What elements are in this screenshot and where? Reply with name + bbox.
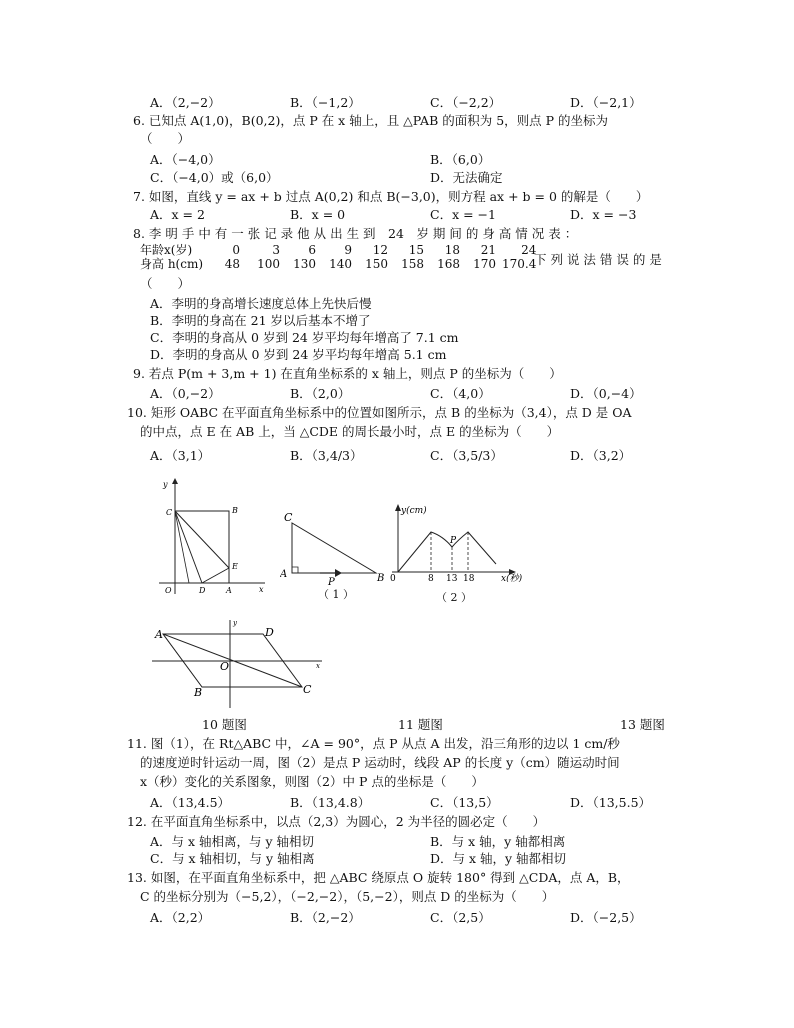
label-8: 8 (428, 574, 434, 582)
label-y: y (233, 619, 237, 627)
segment-de (202, 568, 229, 583)
age-cell: 15 (408, 243, 424, 257)
height-cell: 170 (473, 257, 496, 271)
q6-option-c: C．（−4,0）或（6,0） (150, 170, 279, 185)
label-a: A (280, 569, 288, 580)
label-p: P (328, 577, 335, 585)
height-cell: 168 (437, 257, 460, 271)
q10-option-d: D．（3,2） (570, 448, 632, 463)
label-o: O (220, 660, 230, 673)
label-d: D (265, 626, 274, 639)
q6-paren: （ ） (140, 131, 191, 146)
age-cell: 0 (232, 243, 240, 257)
height-cell: 170.4 (502, 257, 537, 271)
q9-stem: 9. 若点 P(m + 3,m + 1) 在直角坐标系的 x 轴上，则点 P 的坐标为（ ） (133, 366, 562, 381)
caption-11: 11 题图 (398, 717, 443, 732)
figure-10 (155, 478, 270, 603)
label-o: O (165, 586, 172, 595)
caption-13: 13 题图 (620, 717, 665, 732)
q6-option-d: D．无法确定 (430, 170, 503, 185)
age-cell: 6 (308, 243, 316, 257)
q5-option-c: C．（−2,2） (430, 95, 502, 110)
q5-option-d: D．（−2,1） (570, 95, 642, 110)
label-b: B (377, 573, 385, 584)
q7-option-d: D．x = −3 (570, 207, 637, 222)
label-a: A (155, 628, 163, 641)
age-cell: 3 (272, 243, 280, 257)
q9-option-c: C．（4,0） (430, 386, 491, 401)
q11-stem-3: x（秒）变化的关系图象，则图（2）中 P 点的坐标是（ ） (140, 774, 484, 789)
label-p: P (450, 536, 457, 546)
q13-option-d: D．（−2,5） (570, 910, 642, 925)
q5-option-b: B．（−1,2） (290, 95, 361, 110)
label-b: B (194, 686, 203, 699)
height-table (140, 243, 542, 271)
q9-option-d: D．（0,−4） (570, 386, 642, 401)
label-ycm: y(cm) (401, 506, 427, 516)
triangle-abc (292, 523, 376, 573)
age-cell: 24 (521, 243, 537, 257)
label-e: E (232, 562, 238, 571)
label-x: x (316, 662, 320, 670)
label-13: 13 (446, 574, 458, 582)
height-cell: 150 (365, 257, 388, 271)
label-18: 18 (463, 574, 475, 582)
height-table-age-row (140, 243, 542, 257)
age-cell: 18 (444, 243, 460, 257)
age-cell: 12 (372, 243, 388, 257)
label-d: D (199, 586, 206, 595)
label-c: C (303, 683, 312, 696)
q8-stem: 8. 李 明 手 中 有 一 张 记 录 他 从 出 生 到 24 岁 期 间 的 身 高 情 况 表 ： (133, 226, 578, 241)
height-cell: 158 (401, 257, 424, 271)
q8-paren: （ ） (140, 276, 191, 291)
q10-stem-2: 的中点，点 E 在 AB 上，当 △CDE 的周长最小时，点 E 的坐标为（ ） (140, 424, 560, 439)
graph-curve (398, 532, 496, 572)
q11-stem: 11. 图（1），在 Rt△ABC 中，∠A = 90°，点 P 从点 A 出发，沿三角形的边以 1 cm/秒 (127, 736, 620, 751)
q11-option-c: C．（13,5） (430, 795, 499, 810)
q12-option-b: B．与 x 轴，y 轴都相离 (430, 834, 566, 849)
q9-option-b: B．（2,0） (290, 386, 351, 401)
label-b: B (232, 506, 238, 515)
q9-option-a: A．（0,−2） (150, 386, 221, 401)
label-c: C (284, 511, 293, 524)
q7-option-c: C．x = −1 (430, 207, 496, 222)
right-angle-mark (292, 567, 298, 573)
q11-stem-2: 的速度逆时针运动一周，图（2）是点 P 运动时，线段 AP 的长度 y（cm）随运动时间 (140, 755, 620, 770)
segment-ce (175, 511, 229, 568)
q8-option-a: A．李明的身高增长速度总体上先快后慢 (150, 296, 372, 311)
q11-option-b: B．（13,4.8） (290, 795, 371, 810)
q7-option-b: B．x = 0 (290, 207, 346, 222)
height-cell: 140 (329, 257, 352, 271)
q6-stem: 6. 已知点 A(1,0)，B(0,2)，点 P 在 x 轴上，且 △PAB 的面积为 5，则点 P 的坐标为 (133, 113, 609, 128)
caption-10: 10 题图 (202, 717, 247, 732)
q6-option-a: A．（−4,0） (150, 152, 221, 167)
q8-option-b: B．李明的身高在 21 岁以后基本不增了 (150, 313, 371, 328)
age-cell: 9 (344, 243, 352, 257)
q13-stem: 13. 如图，在平面直角坐标系中，把 △ABC 绕原点 O 旋转 180° 得到 △CDA，点 A，B， (127, 870, 630, 885)
q6-option-b: B．（6,0） (430, 152, 491, 167)
height-cell: 48 (224, 257, 240, 271)
q12-option-a: A．与 x 轴相离，与 y 轴相切 (150, 834, 315, 849)
age-cell: 21 (480, 243, 496, 257)
label-a: A (226, 586, 232, 595)
figure-11-1 (280, 505, 390, 585)
figure-11-2 (388, 502, 528, 582)
label-0: 0 (390, 574, 396, 582)
q11-option-d: D．（13,5.5） (570, 795, 652, 810)
segment-aux (175, 511, 189, 583)
q12-stem: 12. 在平面直角坐标系中，以点（2,3）为圆心，2 为半径的圆必定（ ） (127, 814, 546, 829)
q13-option-c: C．（2,5） (430, 910, 491, 925)
label-c: C (166, 508, 173, 517)
figure-11-1-caption: （ 1 ） (318, 588, 354, 601)
q12-option-c: C．与 x 轴相切，与 y 轴相离 (150, 851, 315, 866)
q10-option-a: A．（3,1） (150, 448, 211, 463)
q13-option-b: B．（2,−2） (290, 910, 361, 925)
label-y: y (163, 480, 168, 489)
q13-option-a: A．（2,2） (150, 910, 211, 925)
height-table-height-row (140, 257, 542, 271)
q8-stem-tail: 下 列 说 法 错 误 的 是 (534, 252, 662, 267)
motion-arrow-head (335, 569, 342, 577)
label-xs: x(秒) (501, 574, 523, 582)
height-cell: 130 (293, 257, 316, 271)
q12-option-d: D．与 x 轴，y 轴都相切 (430, 851, 567, 866)
y-arrow (172, 478, 178, 484)
figure-13 (150, 616, 330, 711)
height-row-label: 身高 h(cm) (140, 257, 204, 271)
q7-option-a: A．x = 2 (150, 207, 205, 222)
age-row-label: 年龄x(岁) (140, 243, 193, 257)
figure-11-2-caption: （ 2 ） (436, 591, 472, 604)
segment-cd (175, 511, 202, 583)
label-x: x (259, 585, 264, 594)
q5-option-a: A．（2,−2） (150, 95, 221, 110)
q10-option-c: C．（3,5/3） (430, 448, 503, 463)
q10-option-b: B．（3,4/3） (290, 448, 363, 463)
q7-stem: 7. 如图，直线 y = ax + b 过点 A(0,2) 和点 B(−3,0)，则方程 ax + b = 0 的解是（ ） (133, 189, 649, 204)
q11-option-a: A．（13,4.5） (150, 795, 231, 810)
q8-option-c: C．李明的身高从 0 岁到 24 岁平均每年增高了 7.1 cm (150, 330, 459, 345)
height-cell: 100 (257, 257, 280, 271)
q10-stem: 10. 矩形 OABC 在平面直角坐标系中的位置如图所示，点 B 的坐标为（3,4），点 D 是 OA (127, 405, 632, 420)
q8-option-d: D．李明的身高从 0 岁到 24 岁平均每年增高 5.1 cm (150, 347, 447, 362)
q13-stem-2: C 的坐标分别为（−5,2），（−2,−2），（5,−2），则点 D 的坐标为（ ） (140, 889, 555, 904)
